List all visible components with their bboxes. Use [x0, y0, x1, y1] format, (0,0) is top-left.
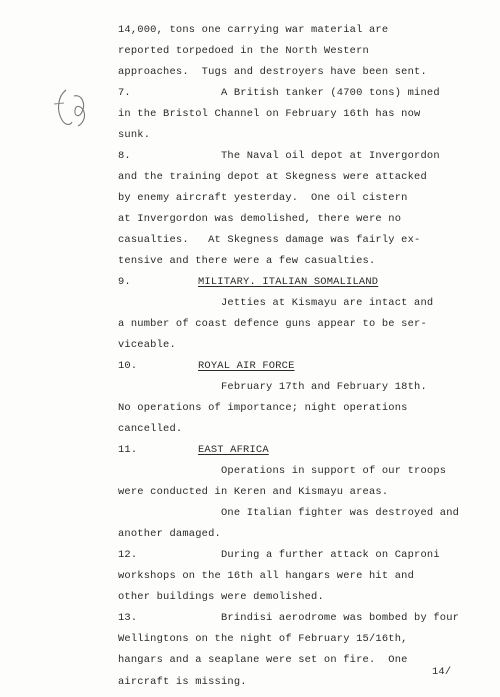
text-line: reported torpedoed in the North Western — [118, 45, 369, 57]
text-line: casualties. At Skegness damage was fairly ex- — [118, 234, 421, 246]
text-line: a number of coast defence guns appear to be ser- — [118, 318, 427, 330]
text-line: Jetties at Kismayu are intact and — [118, 297, 434, 309]
text-line: 8. The Naval oil depot at Invergordon — [118, 150, 440, 162]
text-line: Wellingtons on the night of February 15/16th, — [118, 633, 408, 645]
catchword: 14/ — [432, 666, 452, 678]
text-line: approaches. Tugs and destroyers have been sent. — [118, 66, 427, 78]
text-line: by enemy aircraft yesterday. One oil cistern — [118, 192, 408, 204]
text-line: tensive and there were a few casualties. — [118, 255, 376, 267]
section-heading: EAST AFRICA — [198, 444, 269, 456]
text-line: cancelled. — [118, 423, 183, 435]
text-line: another damaged. — [118, 528, 221, 540]
section-heading: MILITARY. ITALIAN SOMALILAND — [198, 276, 379, 288]
text-line: 7. A British tanker (4700 tons) mined — [118, 87, 440, 99]
handwritten-margin-mark-icon — [52, 86, 92, 130]
text-line: One Italian fighter was destroyed and — [118, 507, 460, 519]
text-line: viceable. — [118, 339, 176, 351]
section-number: 10. — [118, 360, 138, 372]
text-line: February 17th and February 18th. — [118, 381, 427, 393]
text-line: and the training depot at Skegness were attacked — [118, 171, 427, 183]
text-line: 14,000, tons one carrying war material are — [118, 24, 389, 36]
text-line: workshops on the 16th all hangars were hit and — [118, 570, 415, 582]
text-line: aircraft is missing. — [118, 676, 247, 688]
text-line: 12. During a further attack on Caproni — [118, 549, 440, 561]
text-line: hangars and a seaplane were set on fire. One — [118, 654, 408, 666]
text-line: at Invergordon was demolished, there were no — [118, 213, 402, 225]
section-number: 9. — [118, 276, 131, 288]
text-line: other buildings were demolished. — [118, 591, 324, 603]
section-number: 11. — [118, 444, 138, 456]
text-line: 13. Brindisi aerodrome was bombed by four — [118, 612, 460, 624]
text-line: sunk. — [118, 129, 151, 141]
text-line: Operations in support of our troops — [118, 465, 447, 477]
text-line: were conducted in Keren and Kismayu areas. — [118, 486, 389, 498]
text-line: in the Bristol Channel on February 16th has now — [118, 108, 421, 120]
text-line: No operations of importance; night operations — [118, 402, 408, 414]
section-heading: ROYAL AIR FORCE — [198, 360, 295, 372]
